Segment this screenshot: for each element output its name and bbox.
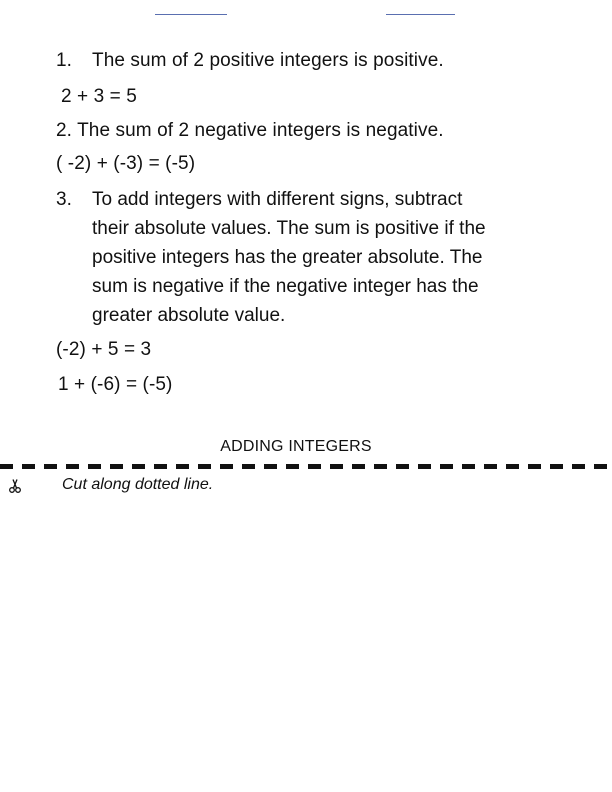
header-underline-right [386,14,455,15]
rule-2-example: ( -2) + (-3) = (-5) [56,153,196,174]
scissors-icon-graphic [8,478,22,494]
rule-3-example-1: (-2) + 5 = 3 [56,339,152,360]
rule-1-number: 1. [56,50,73,71]
rule-1 [56,46,444,76]
rule-3-line-2: their absolute values. The sum is positive if the [92,218,486,239]
rule-3-number: 3. [56,189,73,210]
rule-2-text: 2. The sum of 2 negative integers is negative. [56,120,444,141]
rule-3-line-3: positive integers has the greater absolute. The [92,247,483,268]
dotted-cut-line [0,464,612,469]
rule-3-line-5: greater absolute value. [92,305,286,326]
rule-3-line-4: sum is negative if the negative integer has the [92,276,479,297]
section-title: ADDING INTEGERS [220,438,372,455]
scissors-icon [7,478,23,494]
rule-1-text: The sum of 2 positive integers is positive. [92,50,444,71]
cut-instruction: Cut along dotted line. [62,476,214,493]
header-underline-left [155,14,227,15]
rule-3-example-2: 1 + (-6) = (-5) [58,374,173,395]
rule-3-line-1: To add integers with different signs, subtract [92,189,463,210]
rule-1-example: 2 + 3 = 5 [61,86,137,107]
